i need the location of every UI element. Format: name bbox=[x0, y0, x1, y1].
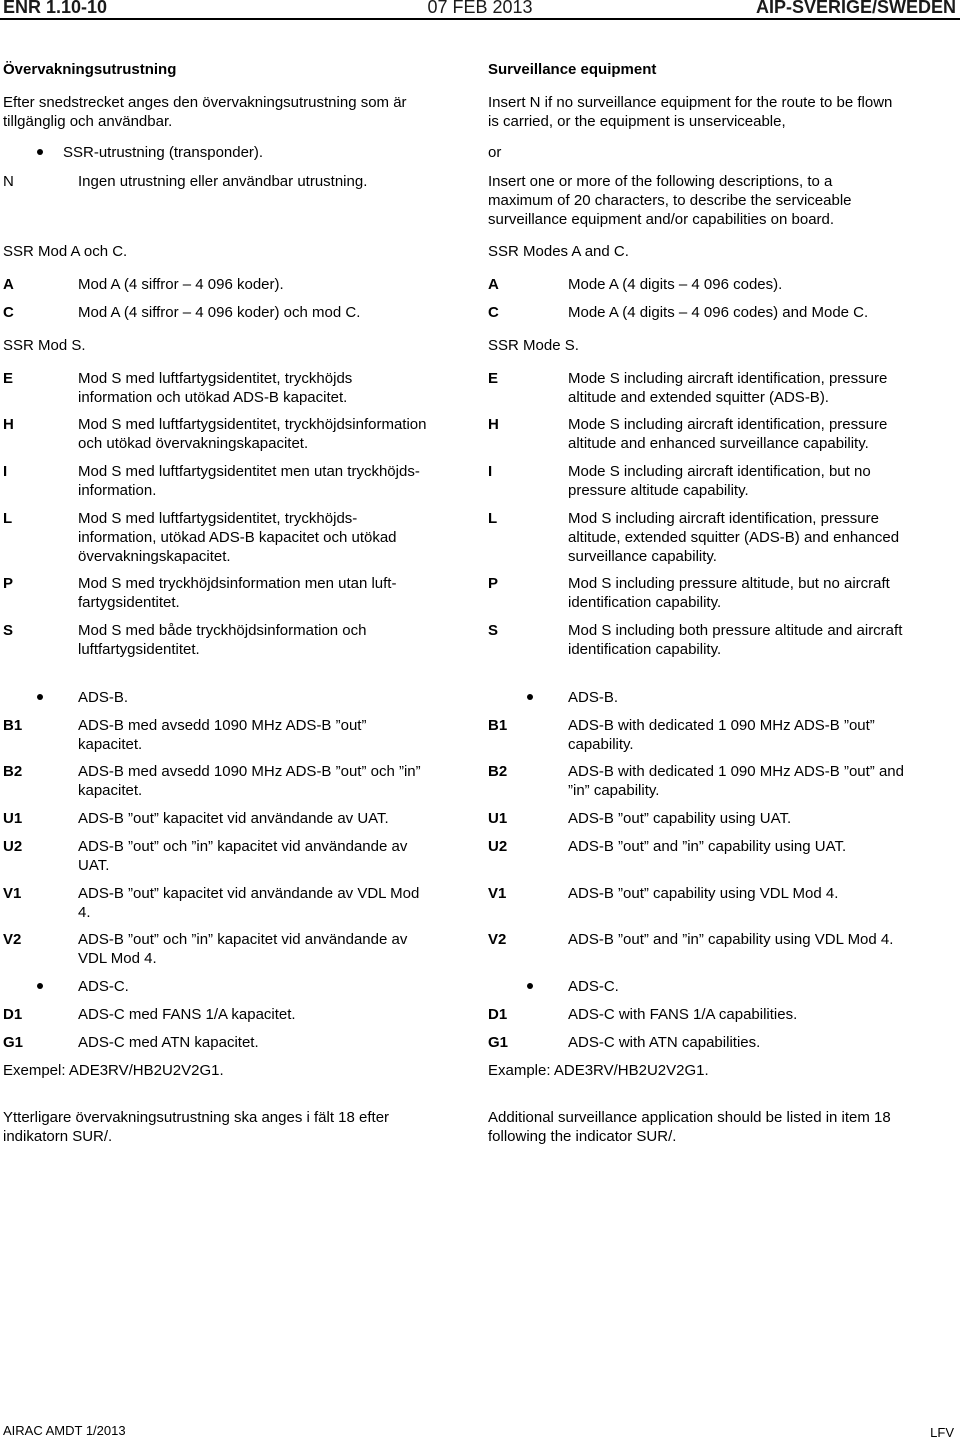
bullet-icon bbox=[37, 694, 43, 700]
sv-code-v1: V1 bbox=[3, 885, 22, 902]
sv-code-d1: D1 bbox=[3, 1006, 23, 1023]
sv-e-text-2: information och utökad ADS-B kapacitet. bbox=[78, 389, 348, 406]
en-c-text: Mode A (4 digits – 4 096 codes) and Mode C. bbox=[568, 304, 869, 321]
sv-e-text-1: Mod S med luftfartygsidentitet, tryckhöjds bbox=[78, 370, 353, 387]
en-g1-text: ADS-C with ATN capabilities. bbox=[568, 1034, 761, 1051]
sv-code-u1: U1 bbox=[3, 810, 23, 827]
en-additional-line-1: Additional surveillance application should be listed in item 18 bbox=[488, 1109, 891, 1126]
sv-b1-text-1: ADS-B med avsedd 1090 MHz ADS-B ”out” bbox=[78, 717, 367, 734]
sv-code-h: H bbox=[3, 416, 14, 433]
en-u1-text: ADS-B ”out” capability using UAT. bbox=[568, 810, 792, 827]
en-section-title: Surveillance equipment bbox=[488, 61, 657, 78]
bullet-icon bbox=[527, 983, 533, 989]
sv-code-s: S bbox=[3, 622, 14, 639]
en-l-text-2: altitude, extended squitter (ADS-B) and enhanced bbox=[568, 529, 900, 546]
en-intro-line-1: Insert N if no surveillance equipment for the route to be flown bbox=[488, 94, 893, 111]
en-b2-text-2: ”in” capability. bbox=[568, 782, 660, 799]
sv-d1-text: ADS-C med FANS 1/A kapacitet. bbox=[78, 1006, 296, 1023]
en-code-a: A bbox=[488, 276, 499, 293]
footer-publisher: LFV bbox=[930, 1425, 954, 1440]
en-code-u2: U2 bbox=[488, 838, 508, 855]
sv-ssr-bullet: SSR-utrustning (transponder). bbox=[63, 144, 264, 161]
sv-code-l: L bbox=[3, 510, 13, 527]
en-b1-text-2: capability. bbox=[568, 736, 634, 753]
en-code-v1: V1 bbox=[488, 885, 507, 902]
en-code-l: L bbox=[488, 510, 498, 527]
en-l-text-1: Mod S including aircraft identification, pressure bbox=[568, 510, 879, 527]
en-insert-line-2: maximum of 20 characters, to describe the serviceable bbox=[488, 192, 852, 209]
en-code-d1: D1 bbox=[488, 1006, 508, 1023]
en-e-text-1: Mode S including aircraft identification, pressure bbox=[568, 370, 888, 387]
en-insert-line-1: Insert one or more of the following descriptions, to a bbox=[488, 173, 833, 190]
bullet-icon bbox=[527, 694, 533, 700]
sv-example: Exempel: ADE3RV/HB2U2V2G1. bbox=[3, 1062, 224, 1079]
en-b1-text-1: ADS-B with dedicated 1 090 MHz ADS-B ”out” bbox=[568, 717, 875, 734]
en-p-text-1: Mod S including pressure altitude, but no aircraft bbox=[568, 575, 890, 592]
sv-b2-text-2: kapacitet. bbox=[78, 782, 143, 799]
sv-h-text-1: Mod S med luftfartygsidentitet, tryckhöjdsinformation bbox=[78, 416, 427, 433]
en-code-g1: G1 bbox=[488, 1034, 509, 1051]
en-code-s: S bbox=[488, 622, 499, 639]
sv-n-text: Ingen utrustning eller användbar utrustning. bbox=[78, 173, 368, 190]
sv-u2-text-1: ADS-B ”out” och ”in” kapacitet vid användande av bbox=[78, 838, 408, 855]
sv-intro-line-2: tillgänglig och användbar. bbox=[3, 113, 173, 130]
sv-code-p: P bbox=[3, 575, 14, 592]
sv-u1-text: ADS-B ”out” kapacitet vid användande av UAT. bbox=[78, 810, 389, 827]
en-or: or bbox=[488, 144, 502, 161]
en-l-text-3: surveillance capability. bbox=[568, 548, 717, 565]
sv-a-text: Mod A (4 siffror – 4 096 koder). bbox=[78, 276, 284, 293]
sv-additional-line-2: indikatorn SUR/. bbox=[3, 1128, 113, 1145]
sv-l-text-3: övervakningskapacitet. bbox=[78, 548, 231, 565]
en-v1-text: ADS-B ”out” capability using VDL Mod 4. bbox=[568, 885, 839, 902]
sv-c-text: Mod A (4 siffror – 4 096 koder) och mod C. bbox=[78, 304, 361, 321]
en-a-text: Mode A (4 digits – 4 096 codes). bbox=[568, 276, 783, 293]
en-b2-text-1: ADS-B with dedicated 1 090 MHz ADS-B ”out” and bbox=[568, 763, 904, 780]
bullet-icon bbox=[37, 149, 43, 155]
sv-code-b1: B1 bbox=[3, 717, 23, 734]
en-i-text-2: pressure altitude capability. bbox=[568, 482, 749, 499]
sv-l-text-1: Mod S med luftfartygsidentitet, tryckhöjds- bbox=[78, 510, 358, 527]
en-additional-line-2: following the indicator SUR/. bbox=[488, 1128, 677, 1145]
en-code-p: P bbox=[488, 575, 499, 592]
en-s-text-1: Mod S including both pressure altitude and aircraft bbox=[568, 622, 903, 639]
sv-h-text-2: och utökad övervakningskapacitet. bbox=[78, 435, 309, 452]
en-d1-text: ADS-C with FANS 1/A capabilities. bbox=[568, 1006, 798, 1023]
sv-code-c: C bbox=[3, 304, 14, 321]
en-code-e: E bbox=[488, 370, 499, 387]
sv-code-a: A bbox=[3, 276, 14, 293]
sv-ssr-modes-ac: SSR Mod A och C. bbox=[3, 243, 128, 260]
sv-b2-text-1: ADS-B med avsedd 1090 MHz ADS-B ”out” och ”in” bbox=[78, 763, 421, 780]
sv-v1-text-2: 4. bbox=[78, 904, 91, 921]
sv-section-title: Övervakningsutrustning bbox=[3, 61, 177, 78]
en-h-text-1: Mode S including aircraft identification, pressure bbox=[568, 416, 888, 433]
en-intro-line-2: is carried, or the equipment is unserviceable, bbox=[488, 113, 786, 130]
en-adsc-bullet: ADS-C. bbox=[568, 978, 619, 995]
footer-amendment: AIRAC AMDT 1/2013 bbox=[3, 1423, 126, 1438]
bullet-icon bbox=[37, 983, 43, 989]
sv-code-b2: B2 bbox=[3, 763, 23, 780]
en-code-c: C bbox=[488, 304, 499, 321]
sv-ssr-mode-s: SSR Mod S. bbox=[3, 337, 86, 354]
sv-v2-text-1: ADS-B ”out” och ”in” kapacitet vid användande av bbox=[78, 931, 408, 948]
en-code-b2: B2 bbox=[488, 763, 508, 780]
sv-i-text-1: Mod S med luftfartygsidentitet men utan tryckhöjds- bbox=[78, 463, 420, 480]
sv-p-text-1: Mod S med tryckhöjdsinformation men utan luft- bbox=[78, 575, 397, 592]
en-i-text-1: Mode S including aircraft identification, but no bbox=[568, 463, 871, 480]
sv-code-v2: V2 bbox=[3, 931, 22, 948]
sv-code-e: E bbox=[3, 370, 14, 387]
en-u2-text: ADS-B ”out” and ”in” capability using UAT. bbox=[568, 838, 847, 855]
sv-v2-text-2: VDL Mod 4. bbox=[78, 950, 157, 967]
en-s-text-2: identification capability. bbox=[568, 641, 722, 658]
sv-b1-text-2: kapacitet. bbox=[78, 736, 143, 753]
sv-u2-text-2: UAT. bbox=[78, 857, 110, 874]
en-insert-line-3: surveillance equipment and/or capabilities on board. bbox=[488, 211, 835, 228]
header-publication: AIP-SVERIGE/SWEDEN bbox=[755, 0, 956, 17]
en-code-i: I bbox=[488, 463, 493, 480]
header-date: 07 FEB 2013 bbox=[427, 0, 533, 17]
sv-code-n: N bbox=[3, 173, 14, 190]
sv-adsb-bullet: ADS-B. bbox=[78, 689, 129, 706]
en-example: Example: ADE3RV/HB2U2V2G1. bbox=[488, 1062, 709, 1079]
sv-intro-line-1: Efter snedstrecket anges den övervakningsutrustning som är bbox=[3, 94, 407, 111]
en-code-h: H bbox=[488, 416, 499, 433]
sv-l-text-2: information, utökad ADS-B kapacitet och utökad bbox=[78, 529, 397, 546]
en-ssr-modes-ac: SSR Modes A and C. bbox=[488, 243, 629, 260]
sv-s-text-2: luftfartygsidentitet. bbox=[78, 641, 200, 658]
sv-additional-line-1: Ytterligare övervakningsutrustning ska anges i fält 18 efter bbox=[3, 1109, 390, 1126]
sv-g1-text: ADS-C med ATN kapacitet. bbox=[78, 1034, 259, 1051]
en-h-text-2: altitude and enhanced surveillance capability. bbox=[568, 435, 869, 452]
sv-code-i: I bbox=[3, 463, 8, 480]
en-v2-text: ADS-B ”out” and ”in” capability using VDL Mod 4. bbox=[568, 931, 894, 948]
en-code-b1: B1 bbox=[488, 717, 508, 734]
sv-code-g1: G1 bbox=[3, 1034, 24, 1051]
sv-code-u2: U2 bbox=[3, 838, 23, 855]
page-header bbox=[0, 0, 960, 20]
header-page-number: ENR 1.10-10 bbox=[3, 0, 108, 17]
sv-i-text-2: information. bbox=[78, 482, 157, 499]
en-ssr-mode-s: SSR Mode S. bbox=[488, 337, 579, 354]
sv-p-text-2: fartygsidentitet. bbox=[78, 594, 180, 611]
sv-v1-text-1: ADS-B ”out” kapacitet vid användande av VDL Mod bbox=[78, 885, 420, 902]
sv-s-text-1: Mod S med både tryckhöjdsinformation och bbox=[78, 622, 367, 639]
en-e-text-2: altitude and extended squitter (ADS-B). bbox=[568, 389, 829, 406]
en-code-u1: U1 bbox=[488, 810, 508, 827]
en-code-v2: V2 bbox=[488, 931, 507, 948]
sv-adsc-bullet: ADS-C. bbox=[78, 978, 129, 995]
en-p-text-2: identification capability. bbox=[568, 594, 722, 611]
en-adsb-bullet: ADS-B. bbox=[568, 689, 619, 706]
